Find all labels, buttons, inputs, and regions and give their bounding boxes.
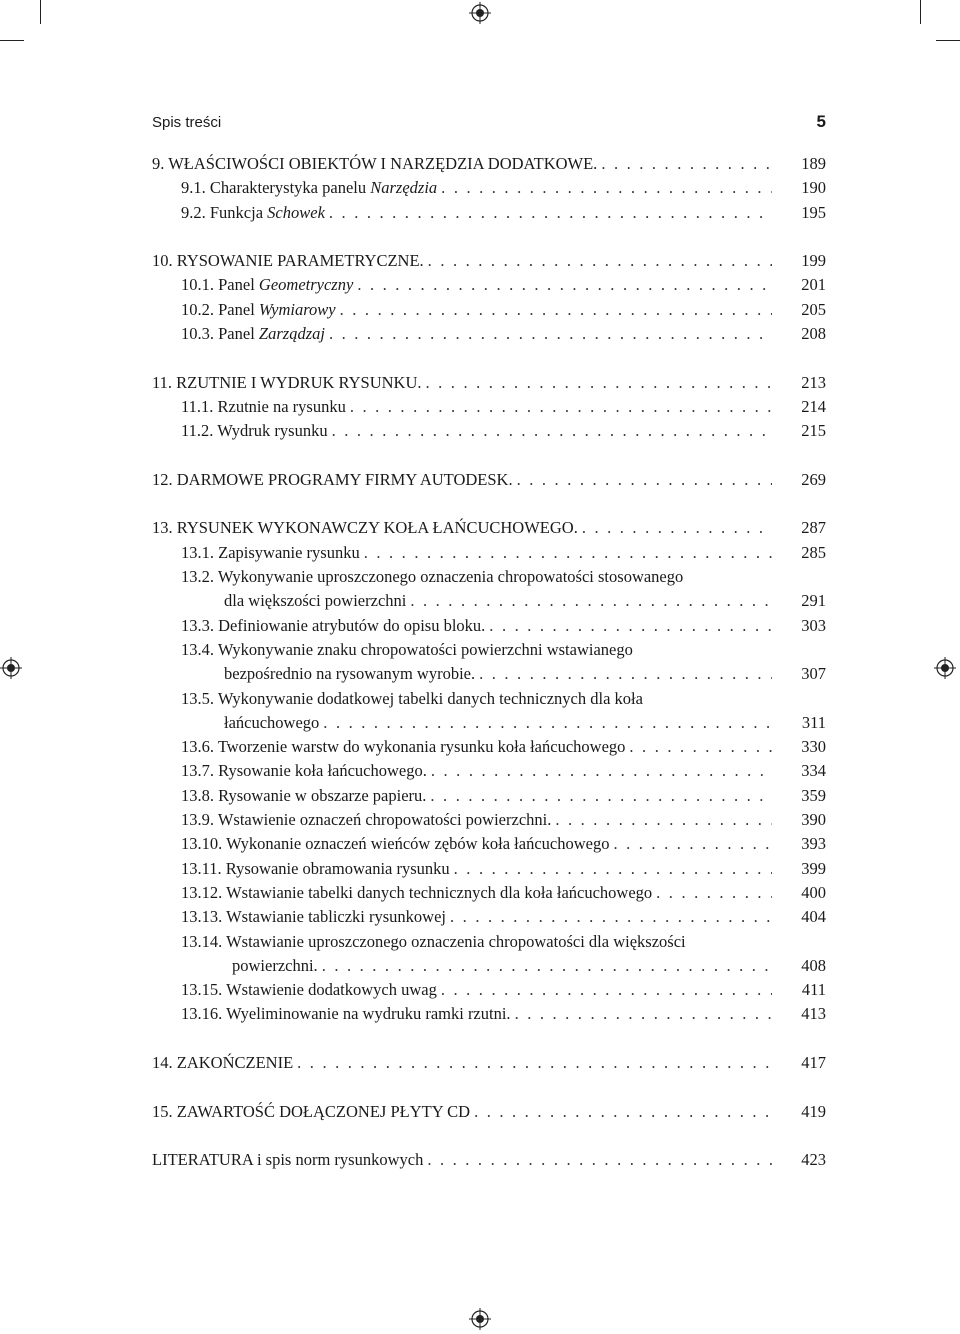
page-number: 5 (816, 112, 826, 131)
table-of-contents (152, 152, 826, 1172)
toc-entry[interactable]: LITERATURA i spis norm rysunkowych . . . 423 (152, 1148, 826, 1172)
toc-entry-continuation[interactable]: bezpośrednio na rysowanym wyrobie. . . . 307 (152, 662, 826, 686)
toc-entry-continuation[interactable]: powierzchni. . . . 408 (152, 954, 826, 978)
toc-entry[interactable]: 13.8. Rysowanie w obszarze papieru. . . . 359 (152, 784, 826, 808)
toc-entry[interactable]: 13. RYSUNEK WYKONAWCZY KOŁA ŁAŃCUCHOWEGO. . . . 287 (152, 516, 826, 540)
toc-entry-continuation[interactable]: dla większości powierzchni . . . 291 (152, 589, 826, 613)
toc-entry[interactable]: 9.1. Charakterystyka panelu Narzędzia . . . 190 (152, 176, 826, 200)
toc-entry[interactable]: 13.12. Wstawianie tabelki danych technicznych dla koła łańcuchowego . . . 400 (152, 881, 826, 905)
toc-entry[interactable]: 13.7. Rysowanie koła łańcuchowego. . . . 334 (152, 759, 826, 783)
toc-entry[interactable]: 13.4. Wykonywanie znaku chropowatości powierzchni wstawianego (181, 639, 633, 659)
toc-entry[interactable]: 11. RZUTNIE I WYDRUK RYSUNKU. . . . 213 (152, 371, 826, 395)
toc-entry[interactable]: 15. ZAWARTOŚĆ DOŁĄCZONEJ PŁYTY CD . . . 419 (152, 1100, 826, 1124)
toc-entry[interactable]: 13.16. Wyeliminowanie na wydruku ramki rzutni. . . . 413 (152, 1002, 826, 1026)
registration-mark-bottom-icon (469, 1308, 491, 1330)
toc-entry-continuation[interactable]: łańcuchowego . . . 311 (152, 711, 826, 735)
toc-entry[interactable]: 11.2. Wydruk rysunku . . . 215 (152, 419, 826, 443)
toc-entry[interactable]: 13.5. Wykonywanie dodatkowej tabelki danych technicznych dla koła (181, 688, 643, 708)
toc-entry[interactable]: 10.2. Panel Wymiarowy . . . 205 (152, 298, 826, 322)
toc-entry[interactable]: 14. ZAKOŃCZENIE . . . 417 (152, 1051, 826, 1075)
registration-mark-top-icon (469, 2, 491, 24)
toc-entry[interactable]: 9.2. Funkcja Schowek . . . 195 (152, 201, 826, 225)
registration-mark-left-icon (0, 657, 22, 679)
toc-entry[interactable]: 9. WŁAŚCIWOŚCI OBIEKTÓW I NARZĘDZIA DODATKOWE. . . . 189 (152, 152, 826, 176)
toc-entry[interactable]: 13.13. Wstawianie tabliczki rysunkowej . . . 404 (152, 905, 826, 929)
registration-mark-right-icon (934, 657, 956, 679)
running-title: Spis treści (152, 114, 222, 131)
toc-entry[interactable]: 13.2. Wykonywanie uproszczonego oznaczenia chropowatości stosowanego (181, 567, 684, 587)
toc-entry[interactable]: 13.15. Wstawienie dodatkowych uwag . . . 411 (152, 978, 826, 1002)
crop-mark-top-left (40, 0, 41, 24)
toc-entry[interactable]: 11.1. Rzutnie na rysunku . . . 214 (152, 395, 826, 419)
toc-entry[interactable]: 13.6. Tworzenie warstw do wykonania rysunku koła łańcuchowego . . . 330 (152, 735, 826, 759)
toc-entry[interactable]: 12. DARMOWE PROGRAMY FIRMY AUTODESK. . . . 269 (152, 468, 826, 492)
toc-entry[interactable]: 13.1. Zapisywanie rysunku . . . 285 (152, 541, 826, 565)
toc-entry[interactable]: 13.14. Wstawianie uproszczonego oznaczenia chropowatości dla większości (181, 931, 686, 951)
toc-entry[interactable]: 10.3. Panel Zarządzaj . . . 208 (152, 322, 826, 346)
crop-mark-top-left-h (0, 40, 24, 41)
toc-entry[interactable]: 10. RYSOWANIE PARAMETRYCZNE. . . . 199 (152, 249, 826, 273)
crop-mark-top-right (920, 0, 921, 24)
toc-entry[interactable]: 13.10. Wykonanie oznaczeń wieńców zębów koła łańcuchowego . . . 393 (152, 832, 826, 856)
toc-entry[interactable]: 13.9. Wstawienie oznaczeń chropowatości powierzchni. . . . 390 (152, 808, 826, 832)
toc-entry[interactable]: 13.3. Definiowanie atrybutów do opisu bloku. . . . 303 (152, 614, 826, 638)
toc-entry[interactable]: 13.11. Rysowanie obramowania rysunku . . . 399 (152, 857, 826, 881)
crop-mark-top-right-h (936, 40, 960, 41)
toc-entry[interactable]: 10.1. Panel Geometryczny . . . 201 (152, 273, 826, 297)
page-header (152, 112, 826, 136)
